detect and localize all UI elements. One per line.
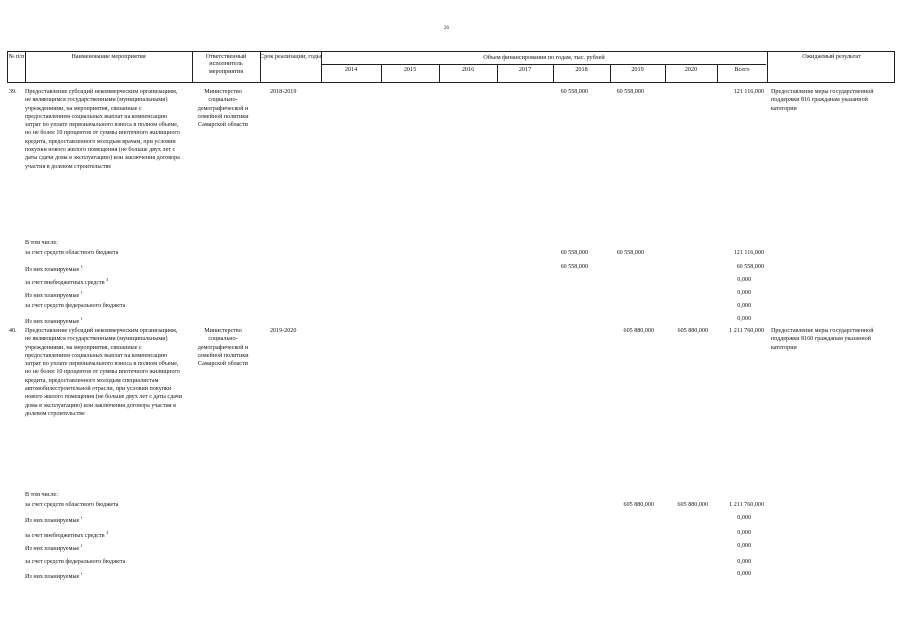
row-39-sub-total: 0,000 (737, 290, 751, 296)
row-40-2019: 605 880,000 (623, 328, 654, 334)
row-39-sub-2019: 60 558,000 (616, 250, 644, 256)
row-39-responsible: Министерство социально-демографической и семейной политики Самарской области (197, 89, 249, 129)
row-39-sub-label: за счет средств федерального бюджета (25, 303, 126, 309)
header-name: Наименование мероприятия (71, 53, 146, 60)
header-year-2016: 2016 (461, 66, 475, 73)
row-39-sub-label: за счет средств областного бюджета (25, 250, 119, 256)
row-40-sub-label: за счет внебюджетных средств $^3$ (25, 530, 109, 539)
row-39-sub-total: 0,000 (737, 303, 751, 309)
header-responsible: Ответственный исполнитель мероприятия (205, 53, 247, 75)
row-39-total: 121 116,000 (733, 89, 764, 95)
header-num: № п/п (8, 53, 25, 60)
row-40-total: 1 211 760,000 (729, 328, 764, 334)
row-40-including: В том числе: (25, 492, 58, 498)
row-39-sub-total: 60 558,000 (736, 264, 764, 270)
row-39-sub-total: 0,000 (737, 316, 751, 322)
header-year-2019: 2019 (631, 66, 644, 73)
row-40-sub-2019: 605 880,000 (623, 502, 654, 508)
row-40-description: Предоставление субсидий некоммерческим организациям, не являющимся государственными (муниципальными) учреждениями, на мероприятия, связанные с предоставлением социальных выплат на компенсацию затрат по уплате первоначального взноса в полном объеме, но не более 10 процентов от суммы ипотечного жилищного кредита, предоставленного молодым специалистам автомобилестроительной отрасли, при условии покупки нового жилого помещения (не больше двух лет с даты сдачи дома в эксплуатацию) или заключения договора участия в долевом строительстве (25, 328, 182, 417)
page-number: 26 (444, 26, 449, 31)
row-40-sub-label: Из них планируемые $^1$ (25, 543, 83, 552)
row-40-2020: 605 880,000 (677, 328, 708, 334)
row-40-period: 2019-2020 (270, 328, 297, 334)
header-year-2015: 2015 (403, 66, 417, 73)
header-year-2017: 2017 (518, 66, 532, 73)
row-39-sub-label: за счет внебюджетных средств $^3$ (25, 277, 109, 286)
row-39-sub-label: Из них планируемые $^1$ (25, 290, 83, 299)
row-39-num: 39. (9, 89, 17, 95)
row-40-sub-total: 0,000 (737, 515, 751, 521)
header-result: Ожидаемый результат (802, 53, 861, 60)
row-40-responsible: Министерство социально-демографической и семейной политики Самарской области (197, 328, 249, 368)
row-40-sub-label: Из них планируемые $^1$ (25, 515, 83, 524)
row-39-period: 2018-2019 (270, 89, 297, 95)
header-year-2018: 2018 (575, 66, 588, 73)
row-39-2019: 60 558,000 (616, 89, 644, 95)
row-40-sub-total: 0,000 (737, 530, 751, 536)
header-funding-title: Объем финансирования по годам, тыс. рублей (483, 54, 605, 61)
row-39-sub-2018: 60 558,000 (560, 264, 588, 270)
row-39-sub-2018: 60 558,000 (560, 250, 588, 256)
row-40-sub-total: 0,000 (737, 571, 751, 577)
header-year-2014: 2014 (344, 66, 358, 73)
row-39-sub-total: 121 116,000 (733, 250, 764, 256)
table-header (7, 51, 895, 83)
row-39-result: Предоставление меры государственной поддержки 816 гражданам указанной категории (771, 89, 874, 112)
header-period: Срок реализации, годы (260, 53, 321, 60)
row-40-result: Предоставление меры государственной поддержки 8160 гражданам указанной категории (771, 328, 874, 351)
row-39-sub-total: 0,000 (737, 277, 751, 283)
row-40-sub-label: за счет средств областного бюджета (25, 502, 119, 508)
row-40-sub-2020: 605 880,000 (677, 502, 708, 508)
row-39-including: В том числе: (25, 240, 58, 246)
row-40-sub-label: Из них планируемые $^1$ (25, 571, 83, 580)
row-39-sub-label: Из них планируемые $^1$ (25, 264, 83, 273)
row-40-sub-label: за счет средств федерального бюджета (25, 559, 126, 565)
row-40-sub-total: 1 211 760,000 (729, 502, 764, 508)
row-40-sub-total: 0,000 (737, 543, 751, 549)
row-40-sub-total: 0,000 (737, 559, 751, 565)
row-39-2018: 60 558,000 (560, 89, 588, 95)
row-40-num: 40. (9, 328, 17, 334)
header-year-2020: 2020 (684, 66, 698, 73)
row-39-sub-label: Из них планируемые $^1$ (25, 316, 83, 325)
row-39-description: Предоставление субсидий некоммерческим организациям, не являющимся государственными (муниципальными) учреждениями, на мероприятия, связанные с предоставлением социальных выплат на компенсацию затрат по уплате первоначального взноса в полном объеме, но не более 10 процентов от суммы ипотечного жилищного кредита, предоставленного молодым врачам, при условии покупки нового жилого помещения (не больше двух лет с даты сдачи дома в эксплуатацию) или заключения договора участия в долевом строительстве (25, 89, 180, 170)
header-total: Всего (734, 66, 750, 73)
